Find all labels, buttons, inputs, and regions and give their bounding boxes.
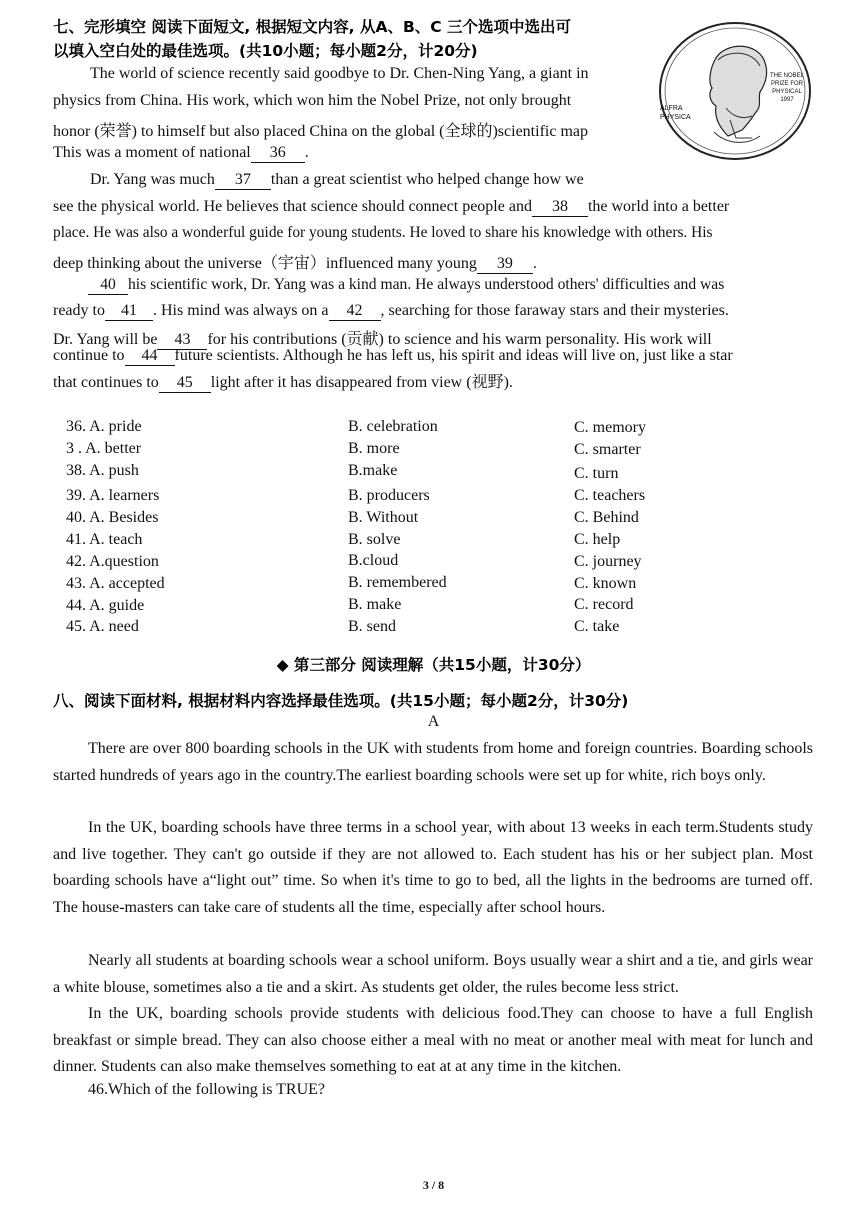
option-40-a: 40. A. Besides bbox=[66, 509, 159, 526]
option-40-c: C. Behind bbox=[574, 509, 639, 526]
blank-45: 45 bbox=[159, 374, 211, 393]
blank-44: 44 bbox=[125, 347, 175, 366]
option-40-b: B. Without bbox=[348, 509, 419, 526]
option-36-c: C. memory bbox=[574, 419, 646, 436]
reading-paragraph-2: In the UK, boarding schools have three terms in a school year, with about 13 weeks in each term.Students study and live together. They can't go outside if they are not allowed to. Each student has his or her subject plan. Most boarding schools have a“light out” time. So when it's time to go to bed, all the lights in the bedrooms are turned off. The house-masters can take care of students all the time, especially after school hours. bbox=[53, 819, 813, 916]
option-45-c: C. take bbox=[574, 618, 620, 635]
passage-line-12: continue to 44 future scientists. Although he has left us, his spirit and ideas will live on, just like a star bbox=[53, 347, 733, 364]
section8-title: 八、阅读下面材料, 根据材料内容选择最佳选项。(共15小题；每小题2分，计30分) bbox=[53, 692, 629, 710]
blank-37: 37 bbox=[215, 171, 271, 190]
option-39-b: B. producers bbox=[348, 487, 430, 504]
option-44-a: 44. A. guide bbox=[66, 597, 145, 614]
blank-43: 43 bbox=[157, 331, 207, 350]
page-number: 3 / 8 bbox=[422, 1178, 445, 1192]
option-41-b: B. solve bbox=[348, 531, 401, 548]
option-36-b: B. celebration bbox=[348, 418, 438, 435]
part3-title: ◆ 第三部分 阅读理解（共15小题，计30分） bbox=[276, 656, 591, 674]
option-42-b: B.cloud bbox=[348, 552, 399, 569]
option-44-b: B. make bbox=[348, 596, 402, 613]
blank-41: 41 bbox=[105, 302, 153, 321]
option-45-a: 45. A. need bbox=[66, 618, 139, 635]
passage-line-4: This was a moment of national 36 . bbox=[53, 144, 309, 161]
option-36-a: 36. A. pride bbox=[66, 418, 142, 435]
blank-38: 38 bbox=[532, 198, 588, 217]
option-39-c: C. teachers bbox=[574, 487, 646, 504]
reading-paragraph-3: Nearly all students at boarding schools wear a school uniform. Boys usually wear a shirt and a tie, and girls wear a white blouse, sometimes also a tie and a skirt. As students get older, the rules become less strict. bbox=[53, 952, 813, 996]
option-41-a: 41. A. teach bbox=[66, 531, 143, 548]
passage-line-1: The world of science recently said goodbye to Dr. Chen-Ning Yang, a giant in bbox=[90, 65, 589, 82]
option-37-a: 3 . A. better bbox=[66, 440, 142, 457]
passage-line-13: that continues to 45 light after it has disappeared from view (视野). bbox=[53, 374, 513, 391]
option-44-c: C. record bbox=[574, 596, 634, 613]
option-38-c: C. turn bbox=[574, 465, 619, 482]
option-43-a: 43. A. accepted bbox=[66, 575, 165, 592]
option-43-b: B. remembered bbox=[348, 574, 447, 591]
option-45-b: B. send bbox=[348, 618, 396, 635]
passage-line-8: deep thinking about the universe（宇宙）influenced many young 39 . bbox=[53, 255, 537, 272]
section7-title-line2: 以填入空白处的最佳选项。(共10小题；每小题2分，计20分) bbox=[53, 42, 478, 60]
option-42-a: 42. A.question bbox=[66, 553, 159, 570]
section7-title-line1: 七、完形填空 阅读下面短文, 根据短文内容, 从A、B、C 三个选项中选出可 bbox=[53, 18, 572, 36]
blank-36: 36 bbox=[251, 144, 305, 163]
blank-40: 40 bbox=[88, 276, 128, 295]
question-46: 46.Which of the following is TRUE? bbox=[88, 1081, 325, 1098]
passage-line-5: Dr. Yang was much 37 than a great scientist who helped change how we bbox=[90, 171, 584, 188]
reading-paragraph-1: There are over 800 boarding schools in the UK with students from home and foreign countries. Boarding schools started hundreds of years ago in the country.The earliest boarding schools were set up for white, rich boys only. bbox=[53, 740, 813, 784]
medal-text-right: THE NOBEL PRIZE FOR PHYSICAL 1997 bbox=[769, 73, 804, 103]
option-43-c: C. known bbox=[574, 575, 637, 592]
passage-label: A bbox=[427, 713, 440, 730]
option-37-b: B. more bbox=[348, 440, 400, 457]
passage-line-10: ready to 41 . His mind was always on a 42 , searching for those faraway stars and their mysteries. bbox=[53, 302, 729, 319]
passage-line-11: Dr. Yang will be 43 for his contributions (贡献) to science and his warm personality. His work will bbox=[53, 331, 712, 348]
passage-line-2: physics from China. His work, which won him the Nobel Prize, not only brought bbox=[53, 92, 572, 109]
passage-line-7: place. He was also a wonderful guide for young students. He loved to share his knowledge with others. His bbox=[53, 224, 713, 241]
option-37-c: C. smarter bbox=[574, 441, 641, 458]
option-41-c: C. help bbox=[574, 531, 621, 548]
option-38-b: B.make bbox=[348, 462, 398, 479]
blank-39: 39 bbox=[477, 255, 533, 274]
option-42-c: C. journey bbox=[574, 553, 642, 570]
reading-paragraph-4: In the UK, boarding schools provide students with delicious food.They can choose to have a full English breakfast or simple bread. They can also choose either a meal with no meat or another meal with meat for lunch and dinner. Students can also make themselves something to eat at at any time in the kitchen. bbox=[53, 1005, 813, 1075]
blank-42: 42 bbox=[329, 302, 381, 321]
passage-line-6: see the physical world. He believes that science should connect people and 38 the world into a better bbox=[53, 198, 730, 215]
option-38-a: 38. A. push bbox=[66, 462, 139, 479]
passage-line-3: honor (荣誉) to himself but also placed China on the global (全球的)scientific map bbox=[53, 123, 588, 140]
passage-line-9: 40 his scientific work, Dr. Yang was a kind man. He always understood others' difficulties and was bbox=[88, 276, 848, 295]
option-39-a: 39. A. learners bbox=[66, 487, 160, 504]
medal-text-left: ALFRA PHYSICA bbox=[660, 105, 691, 121]
